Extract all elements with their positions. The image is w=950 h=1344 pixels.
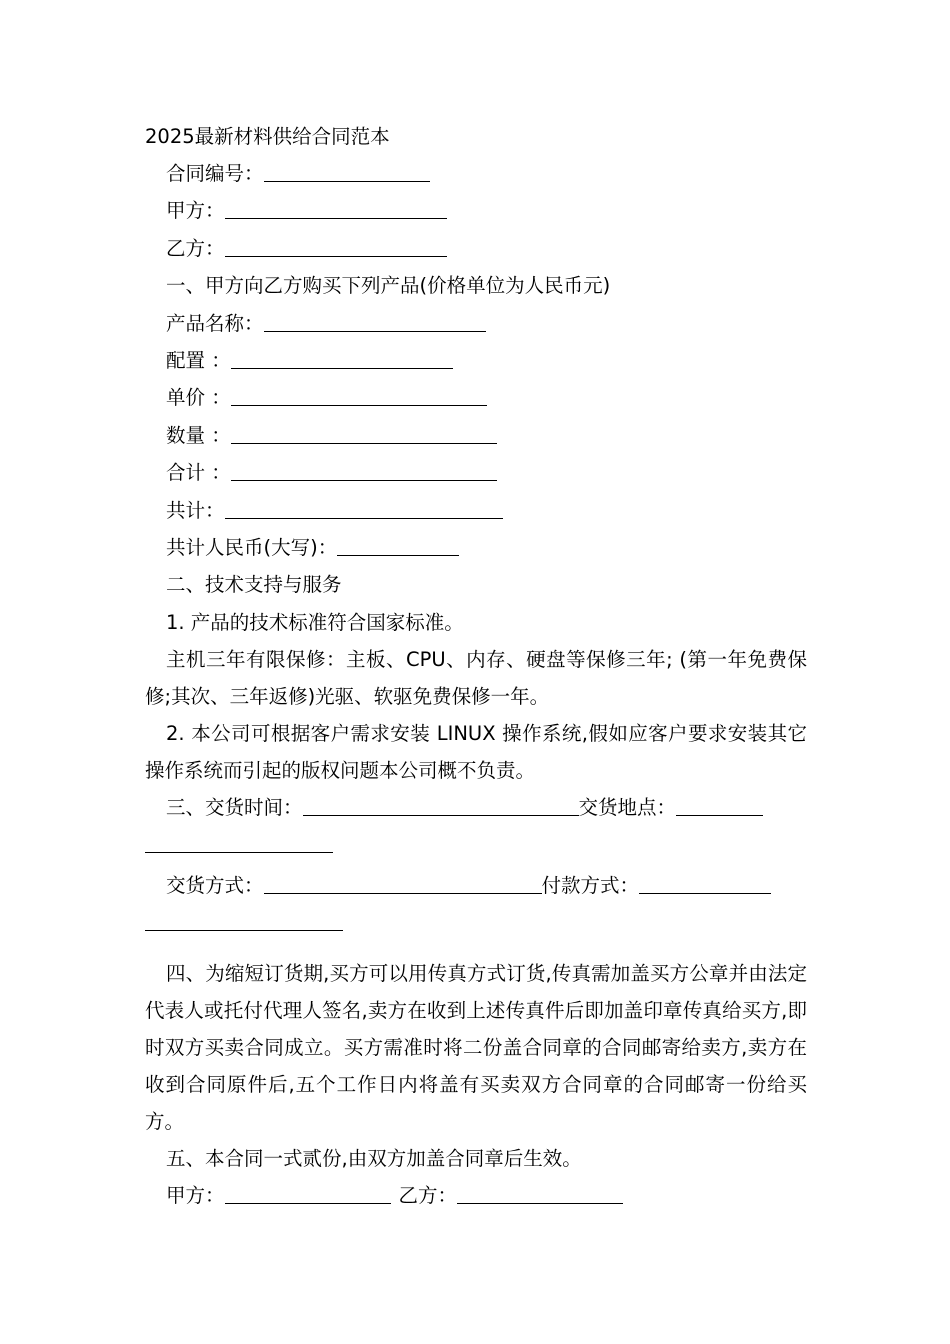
party-b-row: [145, 230, 807, 267]
total-label: 共计：: [166, 498, 225, 522]
contract-number-blank[interactable]: [264, 157, 430, 182]
product-name-row: [145, 305, 807, 342]
configuration-label: 配置 ：: [166, 348, 231, 372]
contract-number-row: [145, 155, 807, 192]
signature-party-b-label: 乙方：: [398, 1184, 458, 1208]
delivery-time-blank[interactable]: [303, 791, 579, 816]
delivery-time-label: 三、交货时间：: [166, 796, 303, 820]
tech-item-2-paragraph: 2. 本公司可根据客户需求安装 LINUX 操作系统,假如应客户要求安装其它操作系统而引起的版权问题本公司概不负责。: [145, 722, 807, 783]
configuration-row: [145, 342, 807, 379]
delivery-time-place-row: [145, 789, 807, 863]
contract-page: [145, 118, 807, 1215]
signature-row: [145, 1177, 807, 1214]
signature-party-b-blank[interactable]: [457, 1179, 623, 1204]
delivery-payment-method-row: [145, 867, 807, 941]
product-name-label: 产品名称：: [166, 311, 264, 335]
quantity-row: [145, 417, 807, 454]
subtotal-blank[interactable]: [231, 456, 497, 481]
subtotal-label: 合计 ：: [166, 461, 231, 485]
total-row: [145, 492, 807, 529]
document-title: 2025最新材料供给合同范本: [145, 125, 390, 148]
party-b-blank[interactable]: [225, 232, 447, 257]
signature-party-a-label: 甲方：: [166, 1184, 225, 1208]
total-blank[interactable]: [225, 494, 503, 519]
warranty-paragraph: 主机三年有限保修：主板、CPU、内存、硬盘等保修三年; (第一年免费保修;其次、三年返修)光驱、软驱免费保修一年。: [145, 648, 807, 709]
contract-number-label: 合同编号：: [166, 162, 264, 185]
tech-item-1: 1. 产品的技术标准符合国家标准。: [166, 610, 464, 634]
section5-text: 五、本合同一式贰份,由双方加盖合同章后生效。: [166, 1147, 582, 1171]
subtotal-row: [145, 454, 807, 491]
total-rmb-row: [145, 529, 807, 566]
section2-heading: 二、技术支持与服务: [166, 573, 342, 597]
party-a-blank[interactable]: [225, 194, 447, 219]
delivery-method-blank[interactable]: [264, 869, 542, 894]
total-rmb-blank[interactable]: [337, 531, 459, 556]
party-b-label: 乙方：: [166, 236, 225, 260]
section1-heading: 一、甲方向乙方购买下列产品(价格单位为人民币元): [166, 274, 611, 298]
payment-method-label: 付款方式：: [541, 874, 640, 898]
delivery-place-label: 交货地点：: [578, 796, 677, 820]
section4-paragraph: 四、为缩短订货期,买方可以用传真方式订货,传真需加盖买方公章并由法定代表人或托付代理人签名,卖方在收到上述传真件后即加盖印章传真给买方,即时双方买卖合同成立。买方需准时将二份盖合同章的合同邮寄给卖方,卖方在收到合同原件后,五个工作日内将盖有买卖双方合同章的合同邮寄一份给买方。: [145, 962, 807, 1134]
party-a-row: [145, 192, 807, 229]
signature-party-a-blank[interactable]: [225, 1179, 391, 1204]
party-a-label: 甲方：: [166, 199, 225, 223]
payment-method-blank[interactable]: [639, 869, 771, 894]
delivery-method-label: 交货方式：: [166, 874, 264, 898]
quantity-label: 数量 ：: [166, 423, 231, 447]
unit-price-blank[interactable]: [231, 381, 487, 406]
delivery-place-blank-continued[interactable]: [145, 828, 333, 853]
configuration-blank[interactable]: [231, 344, 453, 369]
unit-price-row: [145, 379, 807, 416]
product-name-blank[interactable]: [264, 307, 486, 332]
total-rmb-label: 共计人民币(大写)：: [166, 535, 338, 559]
unit-price-label: 单价 ：: [166, 386, 231, 410]
quantity-blank[interactable]: [231, 419, 497, 444]
payment-method-blank-continued[interactable]: [145, 906, 343, 931]
delivery-place-blank[interactable]: [676, 791, 763, 816]
